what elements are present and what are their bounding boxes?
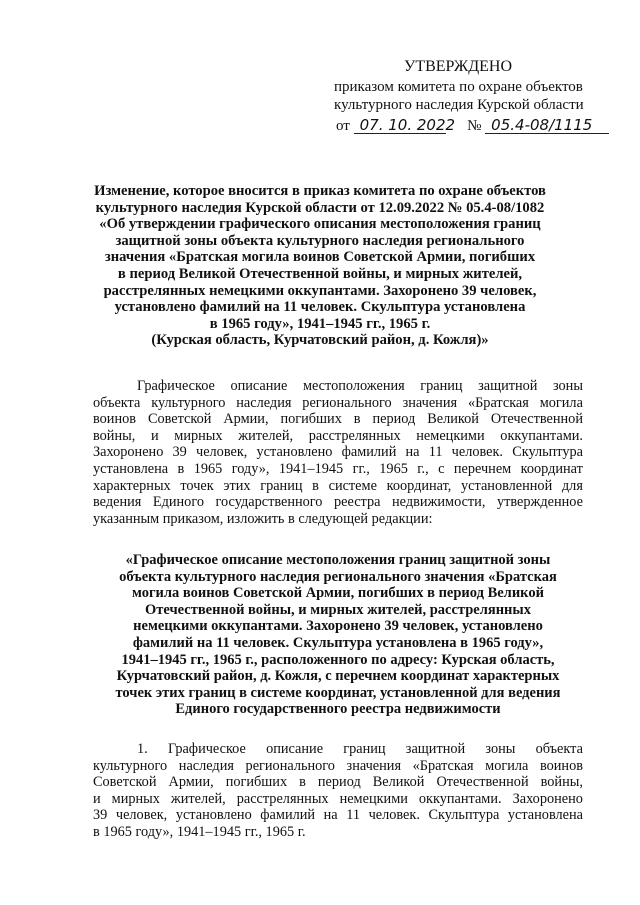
document-title [70, 183, 570, 349]
section-title-line: могила воинов Советской Армии, погибших в период Великой [132, 585, 544, 602]
paragraph-line: Захоронено 39 человек, установлено фамилий на 11 человек. Скульптура [93, 444, 583, 461]
approval-line-2: культурного наследия Курской области [334, 97, 584, 113]
title-line: (Курская область, Курчатовский район, д. Кожля)» [151, 332, 489, 349]
paragraph-line: ведения Единого государственного реестра недвижимости, утвержденное [93, 494, 583, 511]
number-prefix: № [467, 118, 482, 134]
section-title-line: объекта культурного наследия регионального значения «Братская [119, 568, 557, 585]
section-title-line: 1941–1945 гг., 1965 г., расположенного по адресу: Курская область, [121, 651, 555, 668]
title-line: защитной зоны объекта культурного наследия регионального [115, 232, 525, 249]
paragraph-line: войны, и мирных жителей, расстрелянных немецкими оккупантами. [93, 427, 583, 444]
section-title-line: немецкими оккупантами. Захоронено 39 человек, установлено [133, 618, 543, 635]
section-title [93, 552, 583, 718]
title-line: «Об утверждении графического описания местоположения границ [99, 216, 541, 233]
list-item-1 [93, 741, 583, 841]
section-title-line: точек этих границ в системе координат, установленной для ведения [115, 684, 561, 701]
section-title-line: Единого государственного реестра недвижимости [175, 701, 501, 718]
approval-heading: УТВЕРЖДЕНО [404, 58, 513, 75]
item-line: 1. Графическое описание границ защитной зоны объекта [137, 741, 583, 757]
paragraph-line: объекта культурного наследия регионального значения «Братская могила [93, 394, 583, 411]
item-line: и мирных жителей, расстрелянных немецкими оккупантами. Захоронено [93, 790, 583, 807]
main-paragraph [93, 378, 583, 527]
item-line: 39 человек, установлено фамилий на 11 человек. Скульптура установлена [93, 807, 583, 824]
paragraph-line: установлена в 1965 году», 1941–1945 гг., 1965 г., с перечнем координат [93, 460, 583, 477]
paragraph-line: Графическое описание местоположения границ защитной зоны [137, 378, 583, 394]
item-line: в 1965 году», 1941–1945 гг., 1965 г. [93, 823, 306, 840]
section-title-line: «Графическое описание местоположения границ защитной зоны [125, 552, 551, 568]
section-title-line: Курчатовский район, д. Кожля, с перечнем координат характерных [116, 668, 560, 685]
paragraph-line: характерных точек этих границ в системе координат, установленной для [93, 477, 583, 494]
section-title-line: фамилий на 11 человек. Скульптура установлена в 1965 году», [132, 634, 544, 651]
title-line: расстрелянных немецкими оккупантами. Захоронено 39 человек, [103, 282, 537, 299]
title-line: установлено фамилий на 11 человек. Скульптура установлена [114, 299, 526, 316]
item-line: культурного наследия регионального значения «Братская могила воинов [93, 757, 583, 774]
approval-date-row [336, 117, 609, 135]
title-line: в 1965 году», 1941–1945 гг., 1965 г. [209, 315, 431, 332]
handwritten-date: 07. 10. 2022 [354, 117, 446, 134]
title-line: культурного наследия Курской области от 12.09.2022 № 05.4-08/1082 [95, 199, 545, 216]
title-line: значения «Братская могила воинов Советской Армии, погибших [104, 249, 536, 266]
title-line: в период Великой Отечественной войны, и мирных жителей, [117, 265, 523, 282]
handwritten-number: 05.4-08/1115 [485, 117, 609, 134]
paragraph-line: указанным приказом, изложить в следующей редакции: [93, 510, 433, 527]
section-title-line: Отечественной войны, и мирных жителей, расстрелянных [145, 601, 531, 618]
title-line: Изменение, которое вносится в приказ комитета по охране объектов [94, 183, 546, 199]
approval-line-1: приказом комитета по охране объектов [334, 79, 583, 95]
date-prefix: от [336, 118, 350, 134]
paragraph-line: воинов Советской Армии, погибших в период Великой Отечественной [93, 411, 583, 428]
item-line: Советской Армии, погибших в период Великой Отечественной войны, [93, 774, 583, 791]
